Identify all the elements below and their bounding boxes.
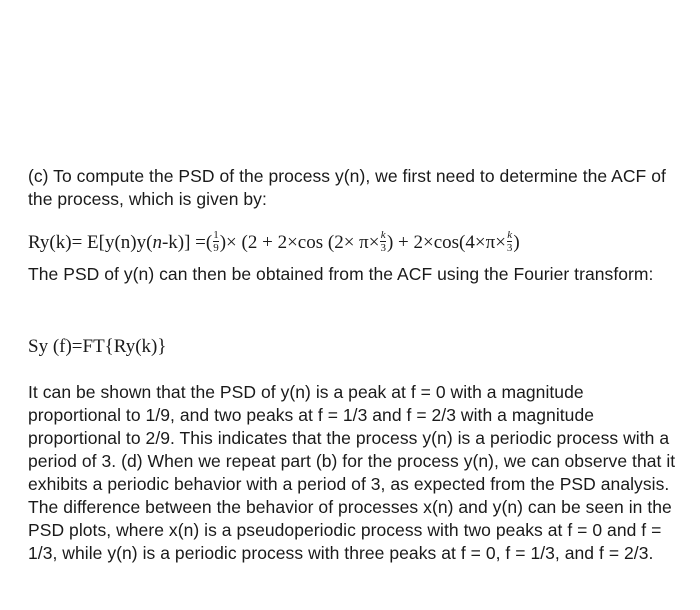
acf-n-variable: n <box>152 232 162 253</box>
fraction-numerator: k <box>380 229 386 242</box>
fraction-k-over-3-second <box>507 230 513 253</box>
acf-part2: )× (2 + 2×cos (2× π× <box>219 232 380 253</box>
psd-paragraph: The PSD of y(n) can then be obtained from the ACF using the Fourier transform: <box>28 264 654 284</box>
fraction-numerator: 1 <box>213 229 219 242</box>
acf-lhs-after-n: -k)] =( <box>161 232 213 253</box>
fraction-numerator: k <box>507 229 513 242</box>
psd-formula: Sy (f)=FT{Ry(k)} <box>28 336 167 357</box>
acf-formula <box>28 231 678 255</box>
fraction-denominator: 9 <box>213 242 219 255</box>
fraction-denominator: 3 <box>506 242 513 255</box>
acf-lhs: Ry(k)= E[y(n)y( <box>28 232 153 253</box>
fraction-denominator: 3 <box>380 242 386 255</box>
acf-part3: ) + 2×cos(4×π× <box>386 232 506 253</box>
intro-paragraph: (c) To compute the PSD of the process y(n), we first need to determine the ACF of the process, which is given by: <box>28 166 666 209</box>
conclusion-paragraph: It can be shown that the PSD of y(n) is a peak at f = 0 with a magnitude proportional to 1/9, and two peaks at f = 1/3 and f = 2/3 with a magnitude proportional to 2/9. This indicates that the process y(n) is a periodic process with a period of 3. (d) When we repeat part (b) for the process y(n), we can observe that it exhibits a periodic behavior with a period of 3, as expected from the PSD analysis. The difference between the behavior of processes x(n) and y(n) can be seen in the PSD plots, where x(n) is a pseudoperiodic process with two peaks at f = 0 and f = 1/3, while y(n) is a periodic process with three peaks at f = 0, f = 1/3, and f = 2/3. <box>28 382 676 563</box>
acf-part4: ) <box>513 232 520 253</box>
fraction-k-over-3-first <box>380 230 386 253</box>
fraction-one-ninth <box>213 230 219 253</box>
